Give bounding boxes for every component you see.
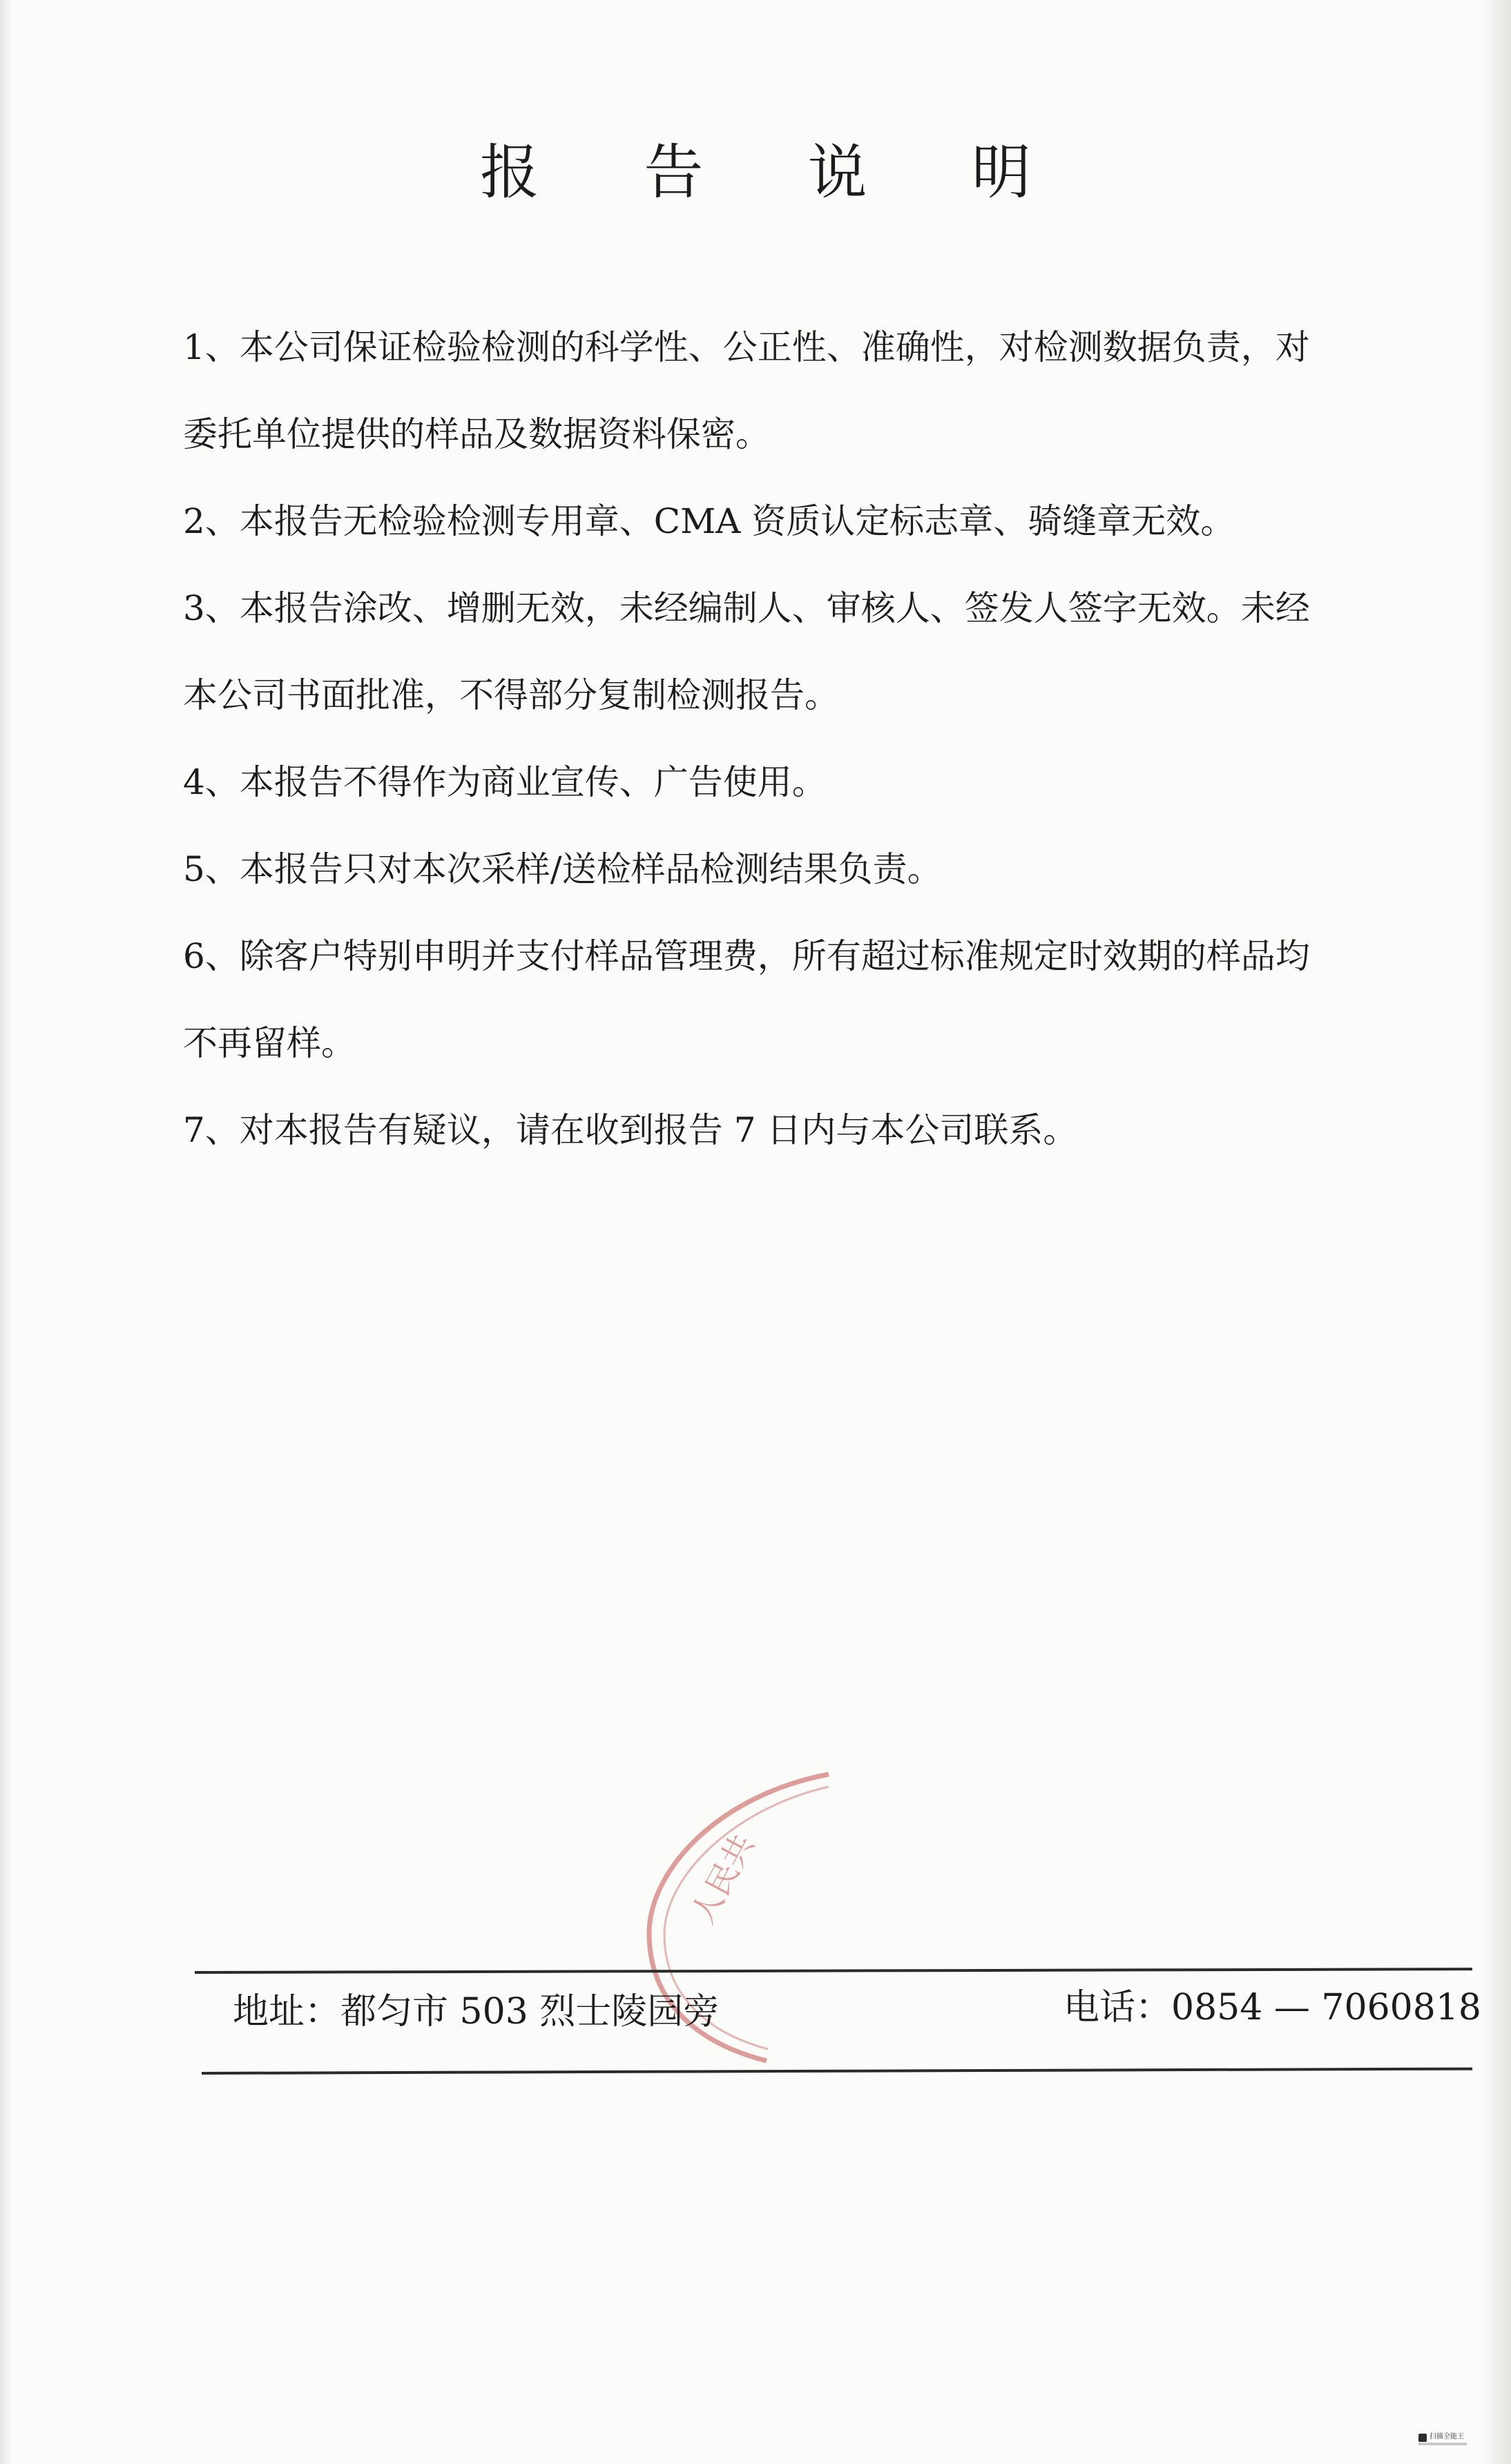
clause-7: 7、对本报告有疑议，请在收到报告 7 日内与本公司联系。 (183, 1110, 1078, 1150)
page-edge-shadow-left (0, 0, 12, 2464)
clause-3-line-2: 本公司书面批准，不得部分复制检测报告。 (183, 675, 839, 715)
clause-1-line-2: 委托单位提供的样品及数据资料保密。 (183, 414, 770, 454)
clause-6-line-2: 不再留样。 (183, 1023, 356, 1063)
clause-4: 4、本报告不得作为商业宣传、广告使用。 (183, 762, 827, 802)
footer-address: 地址：都匀市 503 烈士陵园旁 (233, 1991, 720, 2033)
clause-5: 5、本报告只对本次采样/送检样品检测结果负责。 (183, 849, 942, 889)
scanner-watermark-label: 扫描全能王 (1430, 2433, 1464, 2441)
page-title: 报 告 说 明 (479, 138, 1074, 207)
seal-fragment-text: 人民共 (684, 1827, 762, 1930)
clause-1-line-1: 1、本公司保证检验检测的科学性、公正性、准确性，对检测数据负责，对 (183, 327, 1310, 367)
report-clauses-list (183, 304, 1426, 1174)
scanner-watermark (1418, 2432, 1470, 2450)
clause-6-line-1: 6、除客户特别申明并支付样品管理费，所有超过标准规定时效期的样品均 (183, 936, 1310, 976)
clause-2: 2、本报告无检验检测专用章、CMA 资质认定标志章、骑缝章无效。 (183, 501, 1235, 541)
clause-3-line-1: 3、本报告涂改、增删无效，未经编制人、审核人、签发人签字无效。未经 (183, 588, 1310, 628)
footer-phone: 电话：0854 — 7060818 (1064, 1987, 1481, 2028)
page-edge-shadow-right (1483, 0, 1511, 2464)
scanner-watermark-subline (1418, 2443, 1467, 2445)
scanner-logo-icon (1418, 2434, 1427, 2442)
footer-divider-bottom (202, 2068, 1472, 2075)
footer-divider-top (195, 1968, 1472, 1974)
